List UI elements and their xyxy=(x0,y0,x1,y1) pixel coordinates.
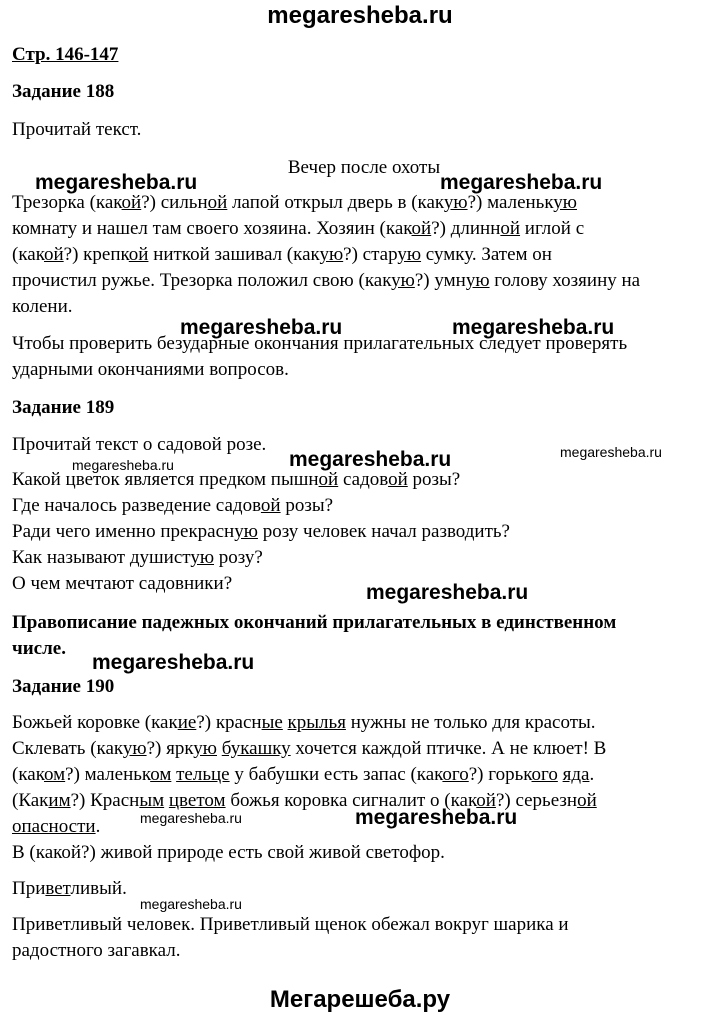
section-title-line-2: числе. xyxy=(12,638,66,659)
watermark: megaresheba.ru xyxy=(560,444,662,460)
task-189-title: Задание 189 xyxy=(12,397,115,418)
watermark: megaresheba.ru xyxy=(92,651,255,674)
task-190-title: Задание 190 xyxy=(12,676,115,697)
task-188-text-title: Вечер после охоты xyxy=(287,157,441,178)
watermark: megaresheba.ru xyxy=(72,457,174,473)
task-189-question-1: Какой цветок является предком пышной садовой розы? xyxy=(12,469,461,490)
task-190-text-line-5: опасности. xyxy=(12,816,101,837)
task-190-sentence-line-1: Приветливый человек. Приветливый щенок обежал вокруг шарика и xyxy=(12,914,569,935)
task-188-text-line-5: колени. xyxy=(12,296,73,317)
task-189-question-4: Как называют душистую розу? xyxy=(12,547,263,568)
pages-label: Стр. 146-147 xyxy=(12,44,119,65)
watermark: megaresheba.ru xyxy=(180,316,343,339)
task-188-text-line-4: прочистил ружье. Трезорка положил свою (какую?) умную голову хозяину на xyxy=(12,270,641,291)
watermark: megaresheba.ru xyxy=(140,810,242,826)
watermark: megaresheba.ru xyxy=(440,171,603,194)
task-190-text-line-6: В (какой?) живой природе есть свой живой светофор. xyxy=(12,842,445,863)
task-190-text-line-2: Склевать (какую?) яркую букашку хочется каждой птичке. А не клюет! В xyxy=(12,738,607,759)
task-188-conclusion-line-1: Чтобы проверить безударные окончания прилагательных следует проверять xyxy=(12,333,628,354)
task-188-text-line-2: комнату и нашел там своего хозяина. Хозяин (какой?) длинной иглой с xyxy=(12,218,585,239)
task-189-question-2: Где началось разведение садовой розы? xyxy=(12,495,334,516)
watermark: megaresheba.ru xyxy=(355,806,518,829)
task-190-sentence-line-2: радостного загавкал. xyxy=(12,940,181,961)
task-188-instruction: Прочитай текст. xyxy=(12,119,142,140)
task-188-title: Задание 188 xyxy=(12,81,115,102)
watermark: megaresheba.ru xyxy=(289,448,452,471)
watermark: megaresheba.ru xyxy=(140,896,242,912)
watermark: megaresheba.ru xyxy=(35,171,198,194)
task-190-text-line-1: Божьей коровке (какие?) красные крылья нужны не только для красоты. xyxy=(12,712,596,733)
task-188-conclusion-line-2: ударными окончаниями вопросов. xyxy=(12,359,289,380)
task-190-word: Приветливый. xyxy=(12,878,127,899)
site-footer-title: Мегарешеба.ру xyxy=(269,986,451,1013)
task-188-text-line-3: (какой?) крепкой ниткой зашивал (какую?) старую сумку. Затем он xyxy=(12,244,552,265)
task-189-question-3: Ради чего именно прекрасную розу человек начал разводить? xyxy=(12,521,510,542)
task-189-question-5: О чем мечтают садовники? xyxy=(12,573,233,594)
task-190-text-line-3: (каком?) маленьком тельце у бабушки есть запас (какого?) горького яда. xyxy=(12,764,595,785)
watermark: megaresheba.ru xyxy=(366,581,529,604)
task-189-instruction: Прочитай текст о садовой розе. xyxy=(12,434,267,455)
section-title-line-1: Правописание падежных окончаний прилагательных в единственном xyxy=(12,612,617,633)
task-188-text-line-1: Трезорка (какой?) сильной лапой открыл дверь в (какую?) маленькую xyxy=(12,192,577,213)
watermark: megaresheba.ru xyxy=(452,316,615,339)
task-190-text-line-4: (Каким?) Красным цветом божья коровка сигналит о (какой?) серьезной xyxy=(12,790,597,811)
site-header-title: megaresheba.ru xyxy=(267,2,453,29)
